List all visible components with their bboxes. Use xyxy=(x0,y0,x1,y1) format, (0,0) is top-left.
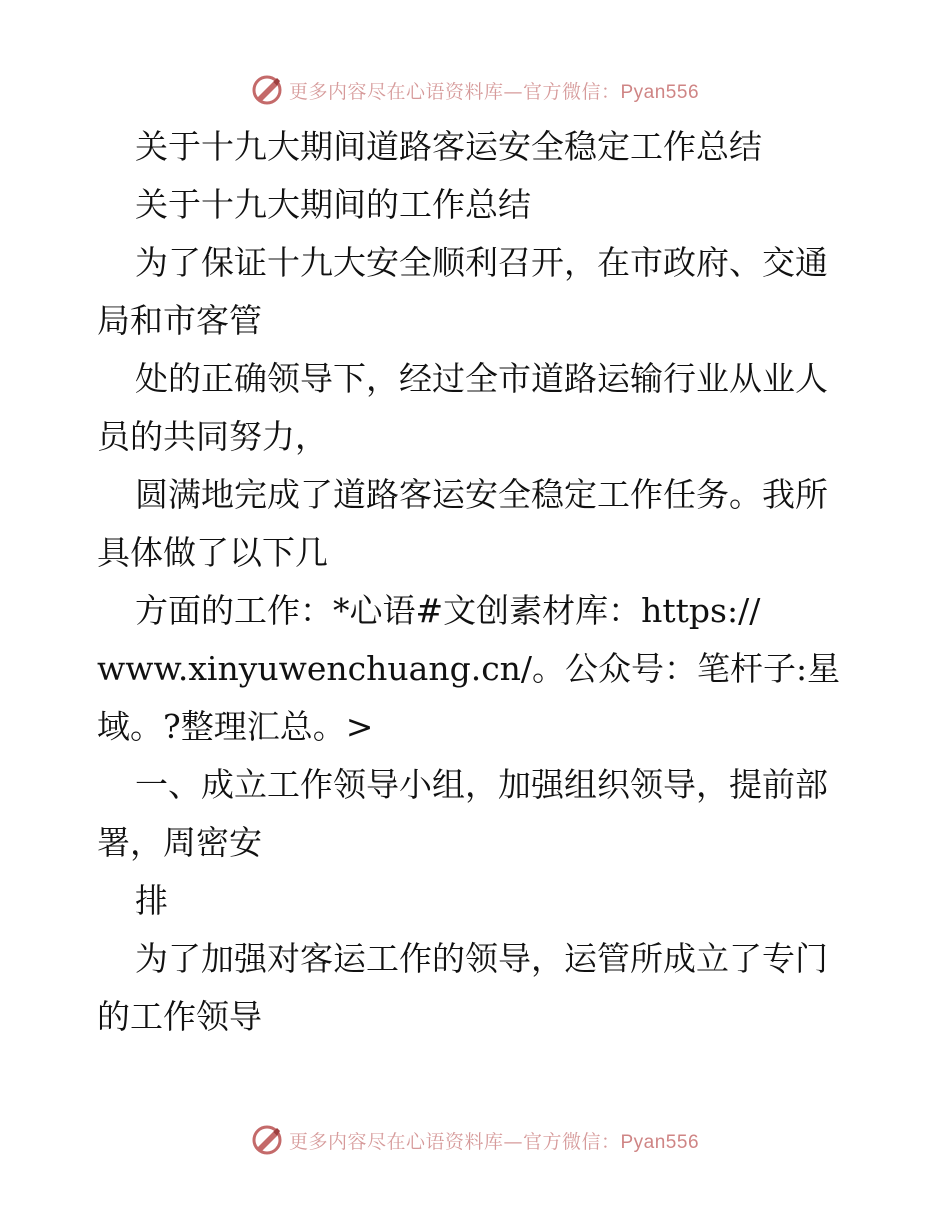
banner-content xyxy=(251,74,699,106)
text-line: 署，周密安 xyxy=(97,823,262,862)
pen-circle-logo-icon xyxy=(251,1124,283,1156)
header-watermark-banner xyxy=(0,70,950,110)
text-line: 关于十九大期间道路客运安全稳定工作总结 xyxy=(135,127,762,166)
text-line: 圆满地完成了道路客运安全稳定工作任务。我所 xyxy=(135,475,828,514)
text-line: 域。?整理汇总。> xyxy=(97,707,374,746)
banner-account: Pyan556 xyxy=(620,1131,700,1153)
banner-text xyxy=(289,1127,699,1154)
banner-text xyxy=(289,77,699,104)
footer-watermark-banner xyxy=(0,1120,950,1160)
text-line: 局和市客管 xyxy=(97,301,262,340)
text-line: 方面的工作：*心语#文创素材库：https:// xyxy=(135,591,761,630)
banner-text-main: 更多内容尽在心语资料库—官方微信： xyxy=(288,80,621,103)
text-line: 处的正确领导下，经过全市道路运输行业从业人 xyxy=(135,359,828,398)
text-line: 具体做了以下几 xyxy=(97,533,328,572)
text-line: 为了保证十九大安全顺利召开，在市政府、交通 xyxy=(135,243,828,282)
text-line: 的工作领导 xyxy=(97,997,262,1036)
text-line: www.xinyuwenchuang.cn/。公众号：笔杆子:星 xyxy=(97,649,841,688)
text-line: 员的共同努力， xyxy=(97,417,328,456)
text-line: 一、成立工作领导小组，加强组织领导，提前部 xyxy=(135,765,828,804)
banner-text-main: 更多内容尽在心语资料库—官方微信： xyxy=(288,1130,621,1153)
text-line: 为了加强对客运工作的领导，运管所成立了专门 xyxy=(135,939,828,978)
document-body xyxy=(97,118,857,1046)
text-line: 排 xyxy=(135,881,168,920)
banner-account: Pyan556 xyxy=(620,81,700,103)
text-line: 关于十九大期间的工作总结 xyxy=(135,185,531,224)
banner-content xyxy=(251,1124,699,1156)
pen-circle-logo-icon xyxy=(251,74,283,106)
